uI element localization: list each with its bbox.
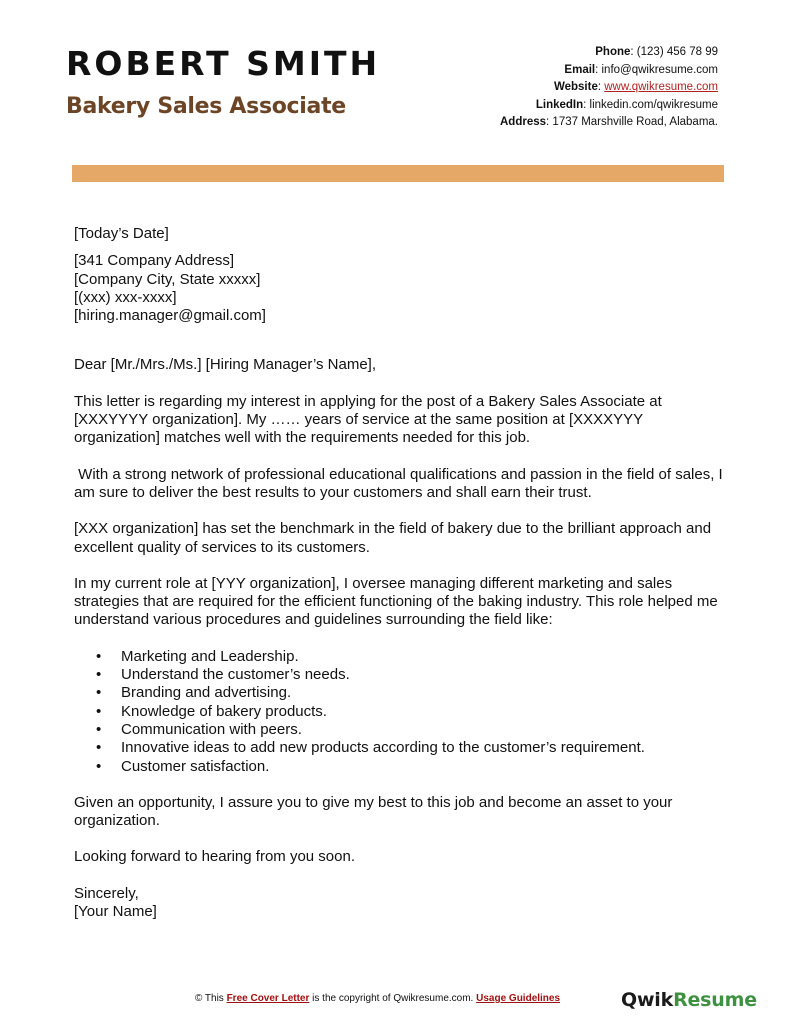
free-cover-letter-link[interactable]: Free Cover Letter [226,993,310,1004]
linkedin-label: LinkedIn [535,98,584,111]
qwikresume-logo [621,989,757,1011]
list-item: • Innovative ideas to add new products according to the customer’s requirement. [74,739,729,757]
list-item: • Branding and advertising. [74,684,729,702]
letter-body [74,225,729,921]
website-link[interactable]: www.qwikresume.com [604,81,718,94]
paragraph-qualifications: With a strong network of professional educational qualifications and passion in the field of sales, I am sure to deliver the best results to your customers and shall earn their trust. [74,465,727,501]
recipient-email: [hiring.manager@gmail.com] [74,307,266,325]
contact-email: Email: info@qwikresume.com [564,63,718,76]
list-item: • Customer satisfaction. [74,758,729,776]
paragraph-current-role: In my current role at [YYY organization], I oversee managing different marketing and sales strategies that are required for the efficient functioning of the baking industry. This role helped me understand various procedures and guidelines surrounding the field like: [74,574,718,629]
footer-middle: is the copyright of Qwikresume.com. [309,993,477,1004]
phone-value: (123) 456 78 99 [636,46,718,58]
phone-label: Phone [595,46,631,58]
address-value: 1737 Marshville Road, Alabama. [552,116,718,129]
paragraph-intro: This letter is regarding my interest in applying for the post of a Bakery Sales Associate at [XXXYYYY organization]. My …… years of service at the same position at [XXXXYYY organization] matches well with the requirements needed for this job. [74,392,662,447]
list-item: • Communication with peers. [74,721,729,739]
list-item: • Understand the customer’s needs. [74,666,729,684]
paragraph-opportunity: Given an opportunity, I assure you to give my best to this job and become an asset to your organization. [74,793,673,830]
recipient-city: [Company City, State xxxxx] [74,270,261,288]
usage-guidelines-link[interactable]: Usage Guidelines [476,993,561,1004]
website-label: Website [553,81,598,94]
footer-prefix: © This [194,993,227,1004]
email-value: info@qwikresume.com [601,63,718,76]
job-title: Bakery Sales Associate [66,94,346,119]
letter-date: [Today’s Date] [74,225,169,242]
address-label: Address [500,116,547,129]
contact-block [500,44,718,132]
salutation: Dear [Mr./Mrs./Ms.] [Hiring Manager’s Name], [74,356,377,374]
email-label: Email [564,63,596,76]
logo-resume: Resume [673,989,757,1011]
signoff: Sincerely, [74,884,139,902]
contact-website: Website: www.qwikresume.com [553,81,718,94]
candidate-name: ROBERT SMITH [66,44,381,83]
signature-name: [Your Name] [74,903,157,921]
recipient-address: [341 Company Address] [74,252,235,270]
skills-list [74,648,729,776]
contact-address: Address: 1737 Marshville Road, Alabama. [500,116,718,129]
paragraph-looking-forward: Looking forward to hearing from you soon. [74,848,355,866]
recipient-phone: [(xxx) xxx-xxxx] [74,288,177,306]
list-item: • Marketing and Leadership. [74,648,729,666]
linkedin-value: linkedin.com/qwikresume [589,98,718,111]
logo-qwik: Qwik [621,989,674,1011]
paragraph-company: [XXX organization] has set the benchmark in the field of bakery due to the brilliant approach and excellent quality of services to its customers. [74,520,712,556]
contact-linkedin: LinkedIn: linkedin.com/qwikresume [535,98,718,111]
list-item: • Knowledge of bakery products. [74,703,729,721]
contact-phone: Phone: (123) 456 78 99 [595,46,718,58]
accent-divider [72,165,724,182]
